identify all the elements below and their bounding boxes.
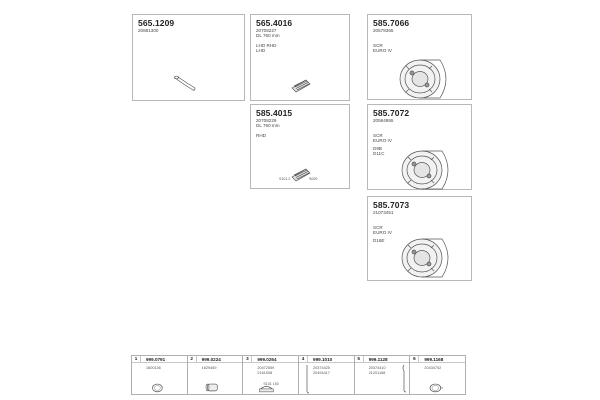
- part-spec: D16E: [373, 238, 385, 243]
- accessory-reference: 20494417: [313, 370, 330, 375]
- part-card: [367, 196, 472, 281]
- accessory-header: [188, 356, 243, 363]
- part-number: 585.4015: [256, 108, 293, 118]
- part-spec: DL 760 mm: [256, 123, 280, 128]
- accessory-reference: 20472559: [257, 366, 275, 370]
- part-spec: LHD: [256, 48, 266, 53]
- accessory-cell: [132, 356, 188, 394]
- sleeve-illustration: [188, 376, 243, 395]
- accessory-reference: 2161908: [257, 370, 273, 375]
- part-reference: 20708229: [256, 118, 277, 123]
- part-card: [132, 14, 245, 101]
- part-reference: 20881300: [138, 28, 159, 33]
- part-spec: SCR: [373, 133, 383, 138]
- part-card: [367, 104, 472, 190]
- accessories-strip: [131, 355, 466, 395]
- part-spec: EURO IV: [373, 48, 392, 53]
- accessory-index: 3: [243, 356, 252, 362]
- silencer-illustration: [396, 58, 456, 100]
- part-spec: DL 760 mm: [256, 33, 280, 38]
- bolt-illustration: [304, 364, 310, 394]
- accessory-index: 1: [132, 356, 141, 362]
- callout-label: S101.2: [279, 177, 291, 181]
- part-spec: D9B: [373, 146, 382, 151]
- part-number: 585.7072: [373, 108, 410, 118]
- accessory-header: [243, 356, 298, 363]
- accessory-number: 999.0224: [201, 356, 221, 362]
- accessory-index: 4: [299, 356, 308, 362]
- bracket-clamp-illustration: [243, 376, 298, 395]
- part-spec: EURO IV: [373, 230, 392, 235]
- part-spec: RHD: [256, 133, 266, 138]
- callout-label: S009: [309, 177, 318, 181]
- part-card: [250, 104, 350, 189]
- accessory-cell: [299, 356, 355, 394]
- part-number: 565.4016: [256, 18, 293, 28]
- accessory-header: [299, 356, 354, 363]
- accessory-number: 999.1010: [313, 356, 333, 362]
- accessory-header: [410, 356, 465, 363]
- accessory-reference: 1600136: [146, 366, 161, 370]
- accessory-reference: 21201168: [368, 370, 386, 375]
- flex-pipe-illustration: [291, 78, 311, 94]
- accessory-index: 6: [410, 356, 419, 362]
- accessory-index: 2: [188, 356, 197, 362]
- part-spec: EURO IV: [373, 138, 392, 143]
- part-card: [250, 14, 350, 101]
- accessory-number: 999.1128: [368, 356, 388, 362]
- pipe-illustration: [173, 75, 197, 93]
- part-reference: 21073451: [373, 210, 394, 215]
- accessory-reference: 20374410: [368, 366, 386, 370]
- accessory-cell: [188, 356, 244, 394]
- accessory-reference: 1629469: [201, 366, 217, 370]
- silencer-illustration: [398, 237, 458, 279]
- hanger-illustration: [400, 364, 408, 394]
- accessory-header: [355, 356, 410, 363]
- accessory-cell: [243, 356, 299, 394]
- part-number: 585.7066: [373, 18, 410, 28]
- part-spec: SCR: [373, 225, 383, 230]
- accessory-number: 999.0264: [257, 356, 277, 362]
- accessory-cell: [355, 356, 411, 394]
- part-number: 585.7073: [373, 200, 410, 210]
- part-spec: SCR: [373, 43, 383, 48]
- clamp-illustration: [132, 376, 187, 395]
- accessory-reference: 20434702: [424, 366, 442, 370]
- flex-pipe-illustration: [291, 167, 311, 183]
- accessory-number: 999.0791: [146, 356, 166, 362]
- part-reference: 20584955: [373, 118, 394, 123]
- accessory-header: [132, 356, 187, 363]
- accessory-cell: [410, 356, 465, 394]
- part-reference: 20708227: [256, 28, 277, 33]
- silencer-illustration: [398, 149, 458, 191]
- part-card: [367, 14, 472, 100]
- part-reference: 20578365: [373, 28, 394, 33]
- accessory-number: 999.1168: [424, 356, 444, 362]
- clamp-illustration: [410, 376, 465, 395]
- part-number: 565.1209: [138, 18, 175, 28]
- accessory-reference: 20374425: [313, 366, 330, 370]
- part-spec: D11C: [373, 151, 385, 156]
- callout-label: S101 150: [263, 382, 279, 386]
- accessory-index: 5: [355, 356, 364, 362]
- part-spec: LHD RHD: [256, 43, 277, 48]
